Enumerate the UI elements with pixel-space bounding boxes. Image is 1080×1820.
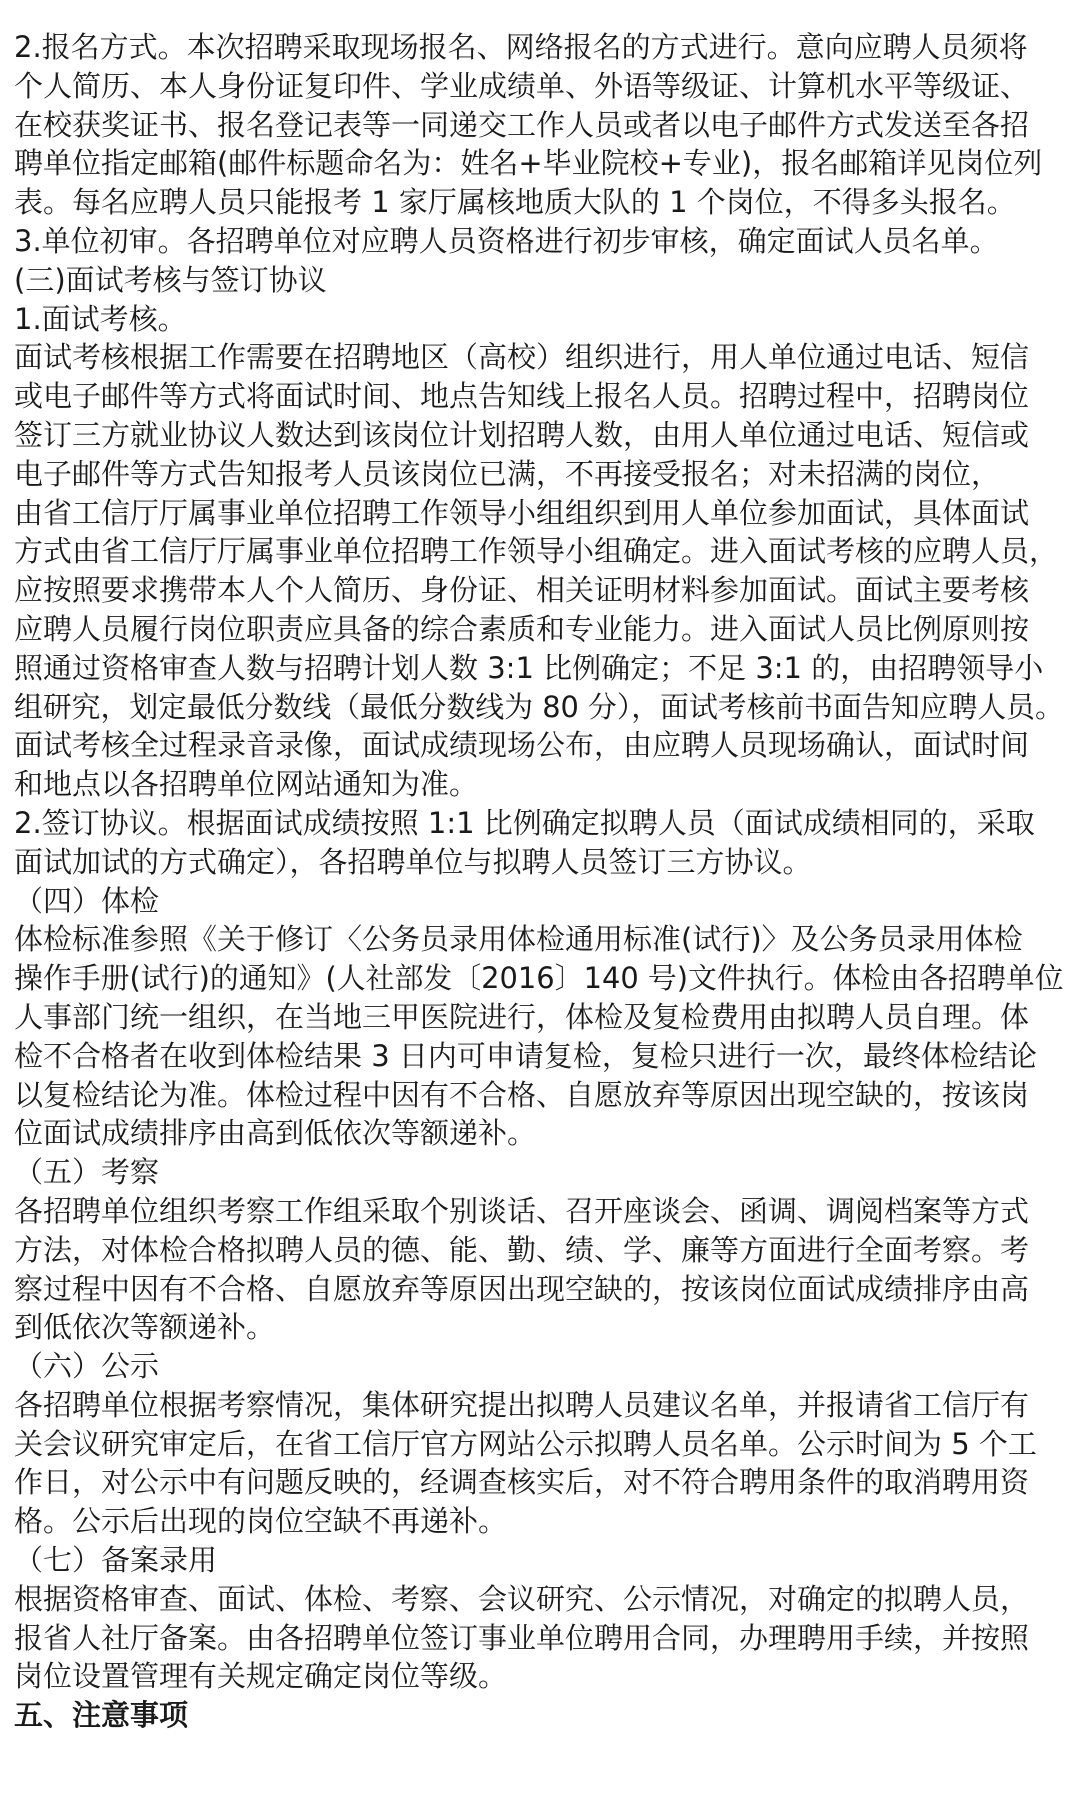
text-line: 操作手册(试行)的通知》(人社部发〔2016〕140 号)文件执行。体检由各招聘单位 <box>14 961 1064 996</box>
text-line: 各招聘单位根据考察情况，集体研究提出拟聘人员建议名单，并报请省工信厅有 <box>14 1387 1030 1422</box>
section-heading: 五、注意事项 <box>14 1698 189 1733</box>
text-line: 照通过资格审查人数与招聘计划人数 3:1 比例确定；不足 3:1 的，由招聘领导小 <box>14 650 1044 685</box>
text-line: （四）体检 <box>14 883 160 918</box>
text-line: 格。公示后出现的岗位空缺不再递补。 <box>14 1504 508 1539</box>
text-line: 个人简历、本人身份证复印件、学业成绩单、外语等级证、计算机水平等级证、 <box>14 68 1030 103</box>
text-line: （七）备案录用 <box>14 1543 218 1578</box>
text-line: 聘单位指定邮箱(邮件标题命名为：姓名+毕业院校+专业)，报名邮箱详见岗位列 <box>14 146 1043 181</box>
text-line: 察过程中因有不合格、自愿放弃等原因出现空缺的，按该岗位面试成绩排序由高 <box>14 1271 1030 1306</box>
text-line: 到低依次等额递补。 <box>14 1310 276 1345</box>
text-line: 电子邮件等方式告知报考人员该岗位已满，不再接受报名；对未招满的岗位， <box>14 456 1001 491</box>
text-line: 位面试成绩排序由高到低依次等额递补。 <box>14 1116 537 1151</box>
text-line: 2.签订协议。根据面试成绩按照 1:1 比例确定拟聘人员（面试成绩相同的，采取 <box>14 805 1035 840</box>
text-line: 面试加试的方式确定），各招聘单位与拟聘人员签订三方协议。 <box>14 844 812 879</box>
text-line: 面试考核全过程录音录像，面试成绩现场公布，由应聘人员现场确认，面试时间 <box>14 728 1030 763</box>
text-line: （五）考察 <box>14 1155 160 1190</box>
text-line: 3.单位初审。各招聘单位对应聘人员资格进行初步审核，确定面试人员名单。 <box>14 223 999 258</box>
text-line: 应聘人员履行岗位职责应具备的综合素质和专业能力。进入面试人员比例原则按 <box>14 611 1030 646</box>
text-line: （六）公示 <box>14 1349 160 1384</box>
text-line: 签订三方就业协议人数达到该岗位计划招聘人数，由用人单位通过电话、短信或 <box>14 417 1030 452</box>
text-line: 应按照要求携带本人个人简历、身份证、相关证明材料参加面试。面试主要考核 <box>14 573 1030 608</box>
text-line: 各招聘单位组织考察工作组采取个别谈话、召开座谈会、函调、调阅档案等方式 <box>14 1193 1030 1228</box>
text-line: 方法，对体检合格拟聘人员的德、能、勤、绩、学、廉等方面进行全面考察。考 <box>14 1232 1030 1267</box>
text-line: 和地点以各招聘单位网站通知为准。 <box>14 767 479 802</box>
text-line: 报省人社厅备案。由各招聘单位签订事业单位聘用合同，办理聘用手续，并按照 <box>14 1620 1030 1655</box>
text-line: 在校获奖证书、报名登记表等一同递交工作人员或者以电子邮件方式发送至各招 <box>14 107 1030 142</box>
text-line: 体检标准参照《关于修订〈公务员录用体检通用标准(试行)〉及公务员录用体检 <box>14 922 1023 957</box>
text-line: 2.报名方式。本次招聘采取现场报名、网络报名的方式进行。意向应聘人员须将 <box>14 30 1028 64</box>
text-line: 面试考核根据工作需要在招聘地区（高校）组织进行，用人单位通过电话、短信 <box>14 340 1030 375</box>
text-line: 组研究，划定最低分数线（最低分数线为 80 分），面试考核前书面告知应聘人员。 <box>14 689 1064 724</box>
text-line: 1.面试考核。 <box>14 301 187 336</box>
text-line: 作日，对公示中有问题反映的，经调查核实后，对不符合聘用条件的取消聘用资 <box>14 1465 1030 1500</box>
text-line: 检不合格者在收到体检结果 3 日内可申请复检，复检只进行一次，最终体检结论 <box>14 1038 1037 1073</box>
document-body <box>14 28 1064 1735</box>
text-line: 表。每名应聘人员只能报考 1 家厅属核地质大队的 1 个岗位，不得多头报名。 <box>14 185 1016 220</box>
text-line: 人事部门统一组织，在当地三甲医院进行，体检及复检费用由拟聘人员自理。体 <box>14 999 1030 1034</box>
text-line: 或电子邮件等方式将面试时间、地点告知线上报名人员。招聘过程中，招聘岗位 <box>14 379 1030 414</box>
text-line: 关会议研究审定后，在省工信厅官方网站公示拟聘人员名单。公示时间为 5 个工 <box>14 1426 1037 1461</box>
text-line: 方式由省工信厅厅属事业单位招聘工作领导小组确定。进入面试考核的应聘人员， <box>14 534 1059 569</box>
text-line: 由省工信厅厅属事业单位招聘工作领导小组组织到用人单位参加面试，具体面试 <box>14 495 1030 530</box>
text-line: 根据资格审查、面试、体检、考察、会议研究、公示情况，对确定的拟聘人员， <box>14 1581 1030 1616</box>
text-line: 以复检结论为准。体检过程中因有不合格、自愿放弃等原因出现空缺的，按该岗 <box>14 1077 1030 1112</box>
text-line: (三)面试考核与签订协议 <box>14 262 327 297</box>
text-line: 岗位设置管理有关规定确定岗位等级。 <box>14 1659 508 1694</box>
